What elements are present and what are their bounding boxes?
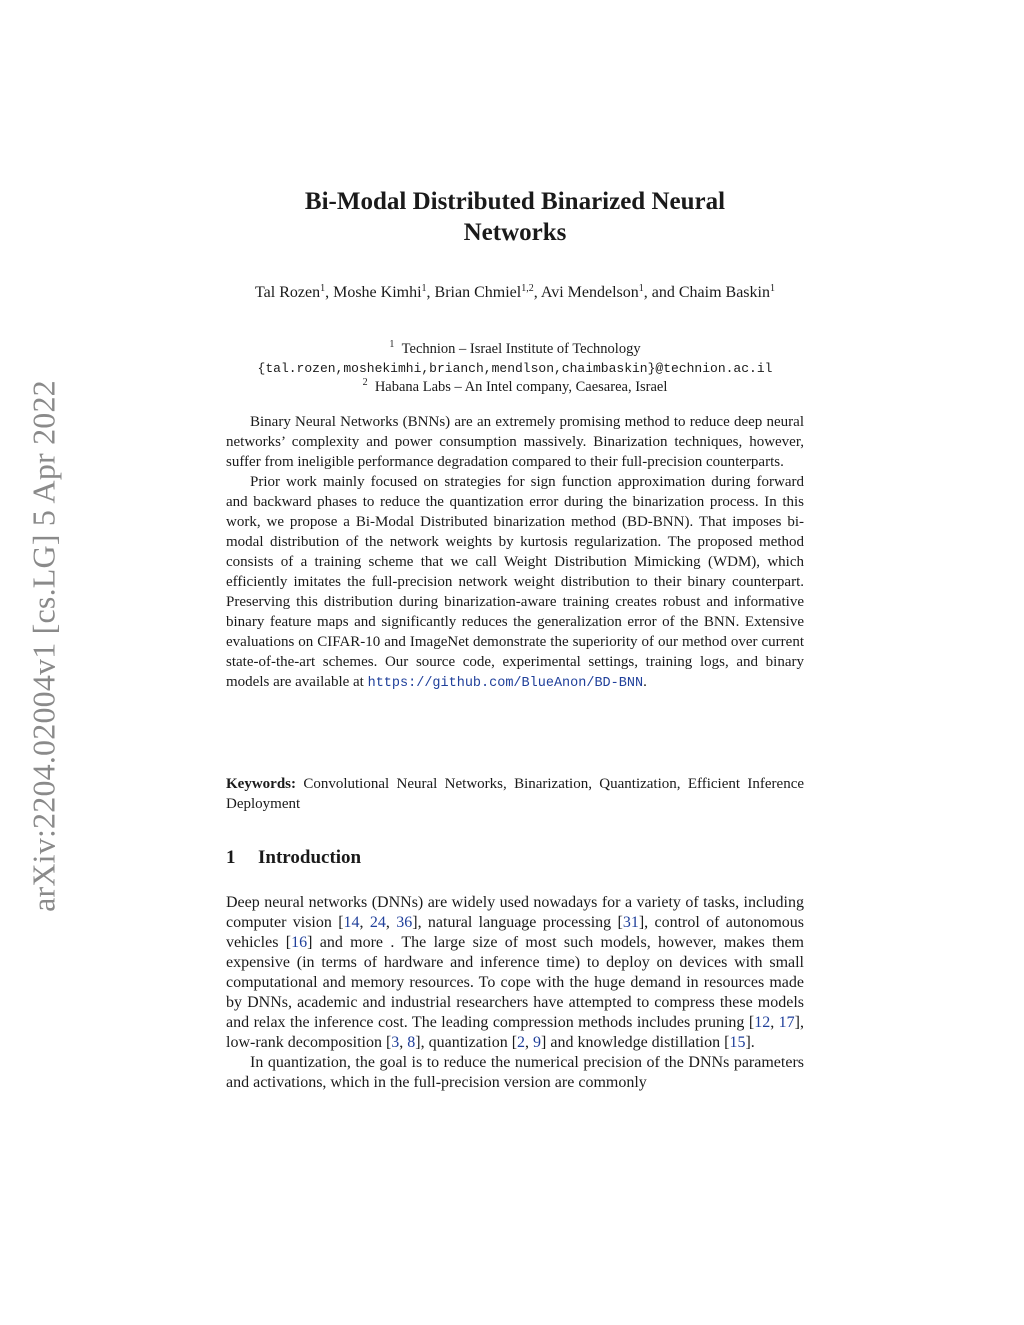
intro-paragraph-1: Deep neural networks (DNNs) are widely used nowadays for a variety of tasks, including computer vision [14, 24, 36], natural language processing [31], control of autonomous vehicles [16] and more . The large size of most such models, however, makes them expensive (in terms of hardware and inference time) to deploy on devices with small computational and memory resources. To cope with the huge demand in resources made by DNNs, academic and industrial researchers have attempted to compress these models and relax the inference cost. The leading compression methods includes pruning [12, 17], low-rank decomposition [3, 8], quantization [2, 9] and knowledge distillation [15]. [226, 894, 805, 1051]
github-link[interactable]: https://github.com/BlueAnon/BD-BNN [367, 676, 644, 691]
title-line-1: Bi-Modal Distributed Binarized Neural [304, 188, 726, 215]
citation-link[interactable]: 24 [369, 914, 386, 931]
keywords-label: Keywords: [226, 776, 296, 792]
abstract-paragraph-2: Prior work mainly focused on strategies for sign function approximation during forward and backward phases to reduce the quantization error during the binarization process. In this work, we propose a Bi-Modal Distributed binarization method (BD-BNN). That imposes bi-modal distribution of the network weights by kurtosis regularization. The proposed method consists of a training scheme that we call Weight Distribution Mimicking (WDM), which efficiently imitates the full-precision network weight distribution to their binary counterpart. Preserving this distribution during binarization-aware training creates robust and informative binary feature maps and significantly reduces the generalization error of the BNN. Extensive evaluations on CIFAR-10 and ImageNet demonstrate the superiority of our method over current state-of-the-art schemes. Our source code, experimental settings, training logs, and binary models are available at https://github.com/BlueAnon/BD-BNN. [226, 474, 804, 691]
affiliation-technion: $^1$ Technion – Israel Institute of Technology [389, 339, 641, 357]
section-heading-introduction [226, 846, 804, 870]
section-number: 1 [226, 847, 236, 868]
author: Moshe Kimhi$^1$, [333, 283, 435, 301]
citation-link[interactable]: 3 [391, 1034, 400, 1051]
affiliations [226, 340, 804, 397]
author: Chaim Baskin$^1$ [678, 283, 775, 301]
title-line-2: Networks [463, 219, 567, 246]
abstract-paragraph-1: Binary Neural Networks (BNNs) are an extremely promising method to reduce deep neural networks’ complexity and power consumption massively. Binarization techniques, however, suffer from ineligible performance degradation compared to their full-precision counterparts. [226, 414, 804, 470]
citation-link[interactable]: 9 [533, 1034, 542, 1051]
author: Brian Chmiel$^{1,2}$, [434, 283, 541, 301]
keywords-text: Convolutional Neural Networks, Binarization, Quantization, Efficient Inference Deployment [226, 776, 805, 812]
citation-link[interactable]: 31 [622, 914, 639, 931]
affiliation-habana: $^2$ Habana Labs – An Intel company, Caesarea, Israel [362, 377, 668, 395]
citation-link[interactable]: 16 [291, 934, 308, 951]
keywords [226, 774, 804, 814]
author: Tal Rozen$^1$, [255, 283, 334, 301]
citation-link[interactable]: 17 [778, 1014, 795, 1031]
citation-link[interactable]: 14 [343, 914, 360, 931]
citation-link[interactable]: 36 [396, 914, 413, 931]
author-list [226, 283, 804, 303]
abstract [226, 412, 804, 694]
arxiv-identifier: arXiv:2204.02004v1 [cs.LG] 5 Apr 2022 [25, 380, 62, 912]
citation-link[interactable]: 8 [407, 1034, 416, 1051]
author-emails: {tal.rozen,moshekimhi,brianch,mendlson,chaimbaskin}@technion.ac.il [257, 361, 773, 376]
introduction-body [226, 893, 804, 1093]
author: Avi Mendelson$^1$, and [540, 283, 679, 301]
section-title: Introduction [258, 847, 362, 868]
citation-link[interactable]: 12 [754, 1014, 771, 1031]
citation-link[interactable]: 2 [517, 1034, 526, 1051]
intro-paragraph-2: In quantization, the goal is to reduce the numerical precision of the DNNs parameters and activations, which in the full-precision version are commonly [226, 1054, 804, 1091]
citation-link[interactable]: 15 [729, 1034, 746, 1051]
paper-title [226, 186, 804, 248]
